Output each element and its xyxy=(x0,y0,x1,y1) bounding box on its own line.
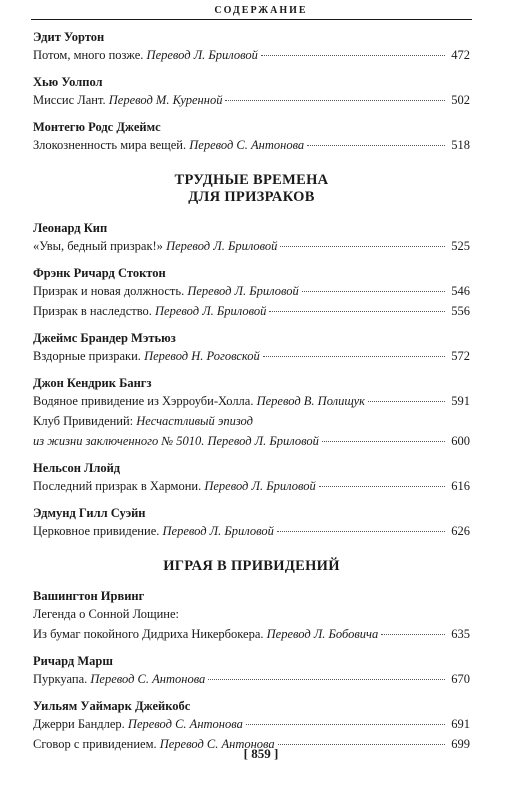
toc-entry xyxy=(33,588,470,644)
work-title: Злокозненность мира вещей. xyxy=(33,138,187,152)
translator: Перевод С. Антонова xyxy=(90,672,206,686)
toc-entry xyxy=(33,265,470,321)
translator: Перевод С. Антонова xyxy=(159,737,275,751)
page-number: 626 xyxy=(451,524,470,538)
work-title: Джерри Бандлер. xyxy=(33,717,125,731)
work-title: Пуркуапа. xyxy=(33,672,88,686)
author-name: Джон Кендрик Бангз xyxy=(33,376,152,390)
work-title: Вздорные призраки. xyxy=(33,349,141,363)
leader-dots xyxy=(261,55,445,56)
leader-dots xyxy=(208,679,445,680)
work-title: Миссис Лант. xyxy=(33,93,106,107)
leader-dots xyxy=(322,441,445,442)
page-number: 472 xyxy=(451,48,470,62)
leader-dots xyxy=(319,486,445,487)
translator: Перевод Н. Роговской xyxy=(144,349,260,363)
leader-dots xyxy=(278,744,445,745)
section-title-line: ДЛЯ ПРИЗРАКОВ xyxy=(188,189,315,205)
toc-line[interactable] xyxy=(33,391,470,411)
leader-dots xyxy=(225,100,445,101)
toc-line-continued[interactable] xyxy=(33,411,470,431)
toc-line[interactable] xyxy=(33,624,470,644)
toc-entry xyxy=(33,375,470,451)
page-number: 670 xyxy=(451,672,470,686)
toc-line[interactable] xyxy=(33,714,470,734)
author-name: Нельсон Ллойд xyxy=(33,461,121,475)
running-head: СОДЕРЖАНИЕ xyxy=(214,5,308,16)
author-name: Эдит Уортон xyxy=(33,30,105,44)
header-rule xyxy=(31,19,472,20)
work-title: Из бумаг покойного Дидриха Никербокера. xyxy=(33,627,264,641)
leader-dots xyxy=(246,724,445,725)
translator: Перевод Л. Бриловой xyxy=(162,524,274,538)
toc-entry xyxy=(33,330,470,366)
translator: Перевод С. Антонова xyxy=(189,138,305,152)
toc-entry xyxy=(33,29,470,65)
section-title xyxy=(33,172,470,206)
page-number: 556 xyxy=(451,304,470,318)
translator: Перевод С. Антонова xyxy=(127,717,243,731)
toc-line[interactable] xyxy=(33,521,470,541)
toc-line[interactable] xyxy=(33,90,470,110)
toc-entry xyxy=(33,505,470,541)
author-name: Монтегю Родс Джеймс xyxy=(33,120,161,134)
page-number: 502 xyxy=(451,93,470,107)
leader-dots xyxy=(263,356,445,357)
section-title: ИГРАЯ В ПРИВИДЕНИЙ xyxy=(163,558,340,574)
author-name: Хью Уолпол xyxy=(33,75,103,89)
work-title: Клуб Привидений: xyxy=(33,414,134,428)
leader-dots xyxy=(307,145,445,146)
toc-line[interactable] xyxy=(33,281,470,301)
page-number: 600 xyxy=(451,434,470,448)
toc-line[interactable] xyxy=(33,236,470,256)
author-name: Эдмунд Гилл Суэйн xyxy=(33,506,146,520)
leader-dots xyxy=(280,246,445,247)
page-number: 691 xyxy=(451,717,470,731)
work-subtitle: Несчастливый эпизод xyxy=(136,414,253,428)
leader-dots xyxy=(302,291,445,292)
toc-line-continued[interactable] xyxy=(33,604,470,624)
translator: Перевод Л. Бриловой xyxy=(166,239,278,253)
toc-line[interactable] xyxy=(33,431,470,451)
page-number: 572 xyxy=(451,349,470,363)
toc-line[interactable] xyxy=(33,346,470,366)
page-number: 546 xyxy=(451,284,470,298)
toc-line[interactable] xyxy=(33,476,470,496)
work-title: Легенда о Сонной Лощине: xyxy=(33,607,180,621)
work-title: «Увы, бедный призрак!» xyxy=(33,239,163,253)
work-title: Призрак в наследство. xyxy=(33,304,152,318)
translator: Перевод Л. Бриловой xyxy=(155,304,267,318)
toc-entry xyxy=(33,220,470,256)
translator: Перевод Л. Бриловой xyxy=(187,284,299,298)
work-title: Потом, много позже. xyxy=(33,48,144,62)
page-number: 699 xyxy=(451,737,470,751)
toc-line[interactable] xyxy=(33,45,470,65)
author-name: Ричард Марш xyxy=(33,654,113,668)
leader-dots xyxy=(277,531,445,532)
toc-line[interactable] xyxy=(33,301,470,321)
section-title-line: ТРУДНЫЕ ВРЕМЕНА xyxy=(174,172,329,188)
work-title: Последний призрак в Хармони. xyxy=(33,479,202,493)
toc-entry xyxy=(33,119,470,155)
page-footer-number: [ 859 ] xyxy=(243,746,279,761)
work-title: Призрак и новая должность. xyxy=(33,284,185,298)
author-name: Леонард Кип xyxy=(33,221,108,235)
page-number: 525 xyxy=(451,239,470,253)
translator: Перевод Л. Бриловой xyxy=(207,434,319,448)
work-subtitle: из жизни заключенного № 5010. xyxy=(33,434,205,448)
toc-entry xyxy=(33,74,470,110)
translator: Перевод Л. Бриловой xyxy=(146,48,258,62)
work-title: Водяное привидение из Хэрроуби-Холла. xyxy=(33,394,254,408)
author-name: Уильям Уаймарк Джейкобс xyxy=(33,699,191,713)
page-number: 591 xyxy=(451,394,470,408)
translator: Перевод В. Полищук xyxy=(256,394,365,408)
author-name: Джеймс Брандер Мэтьюз xyxy=(33,331,176,345)
toc-entry xyxy=(33,653,470,689)
leader-dots xyxy=(368,401,445,402)
toc-line[interactable] xyxy=(33,669,470,689)
work-title: Церковное привидение. xyxy=(33,524,160,538)
translator: Перевод Л. Бобовича xyxy=(266,627,379,641)
page-number: 518 xyxy=(451,138,470,152)
author-name: Фрэнк Ричард Стоктон xyxy=(33,266,166,280)
translator: Перевод Л. Бриловой xyxy=(204,479,316,493)
toc-content xyxy=(33,29,470,754)
author-name: Вашингтон Ирвинг xyxy=(33,589,145,603)
page-number: 616 xyxy=(451,479,470,493)
translator: Перевод М. Куренной xyxy=(108,93,223,107)
page-number: 635 xyxy=(451,627,470,641)
leader-dots xyxy=(269,311,445,312)
toc-entry xyxy=(33,460,470,496)
leader-dots xyxy=(381,634,445,635)
work-title: Сговор с привидением. xyxy=(33,737,157,751)
toc-line[interactable] xyxy=(33,135,470,155)
